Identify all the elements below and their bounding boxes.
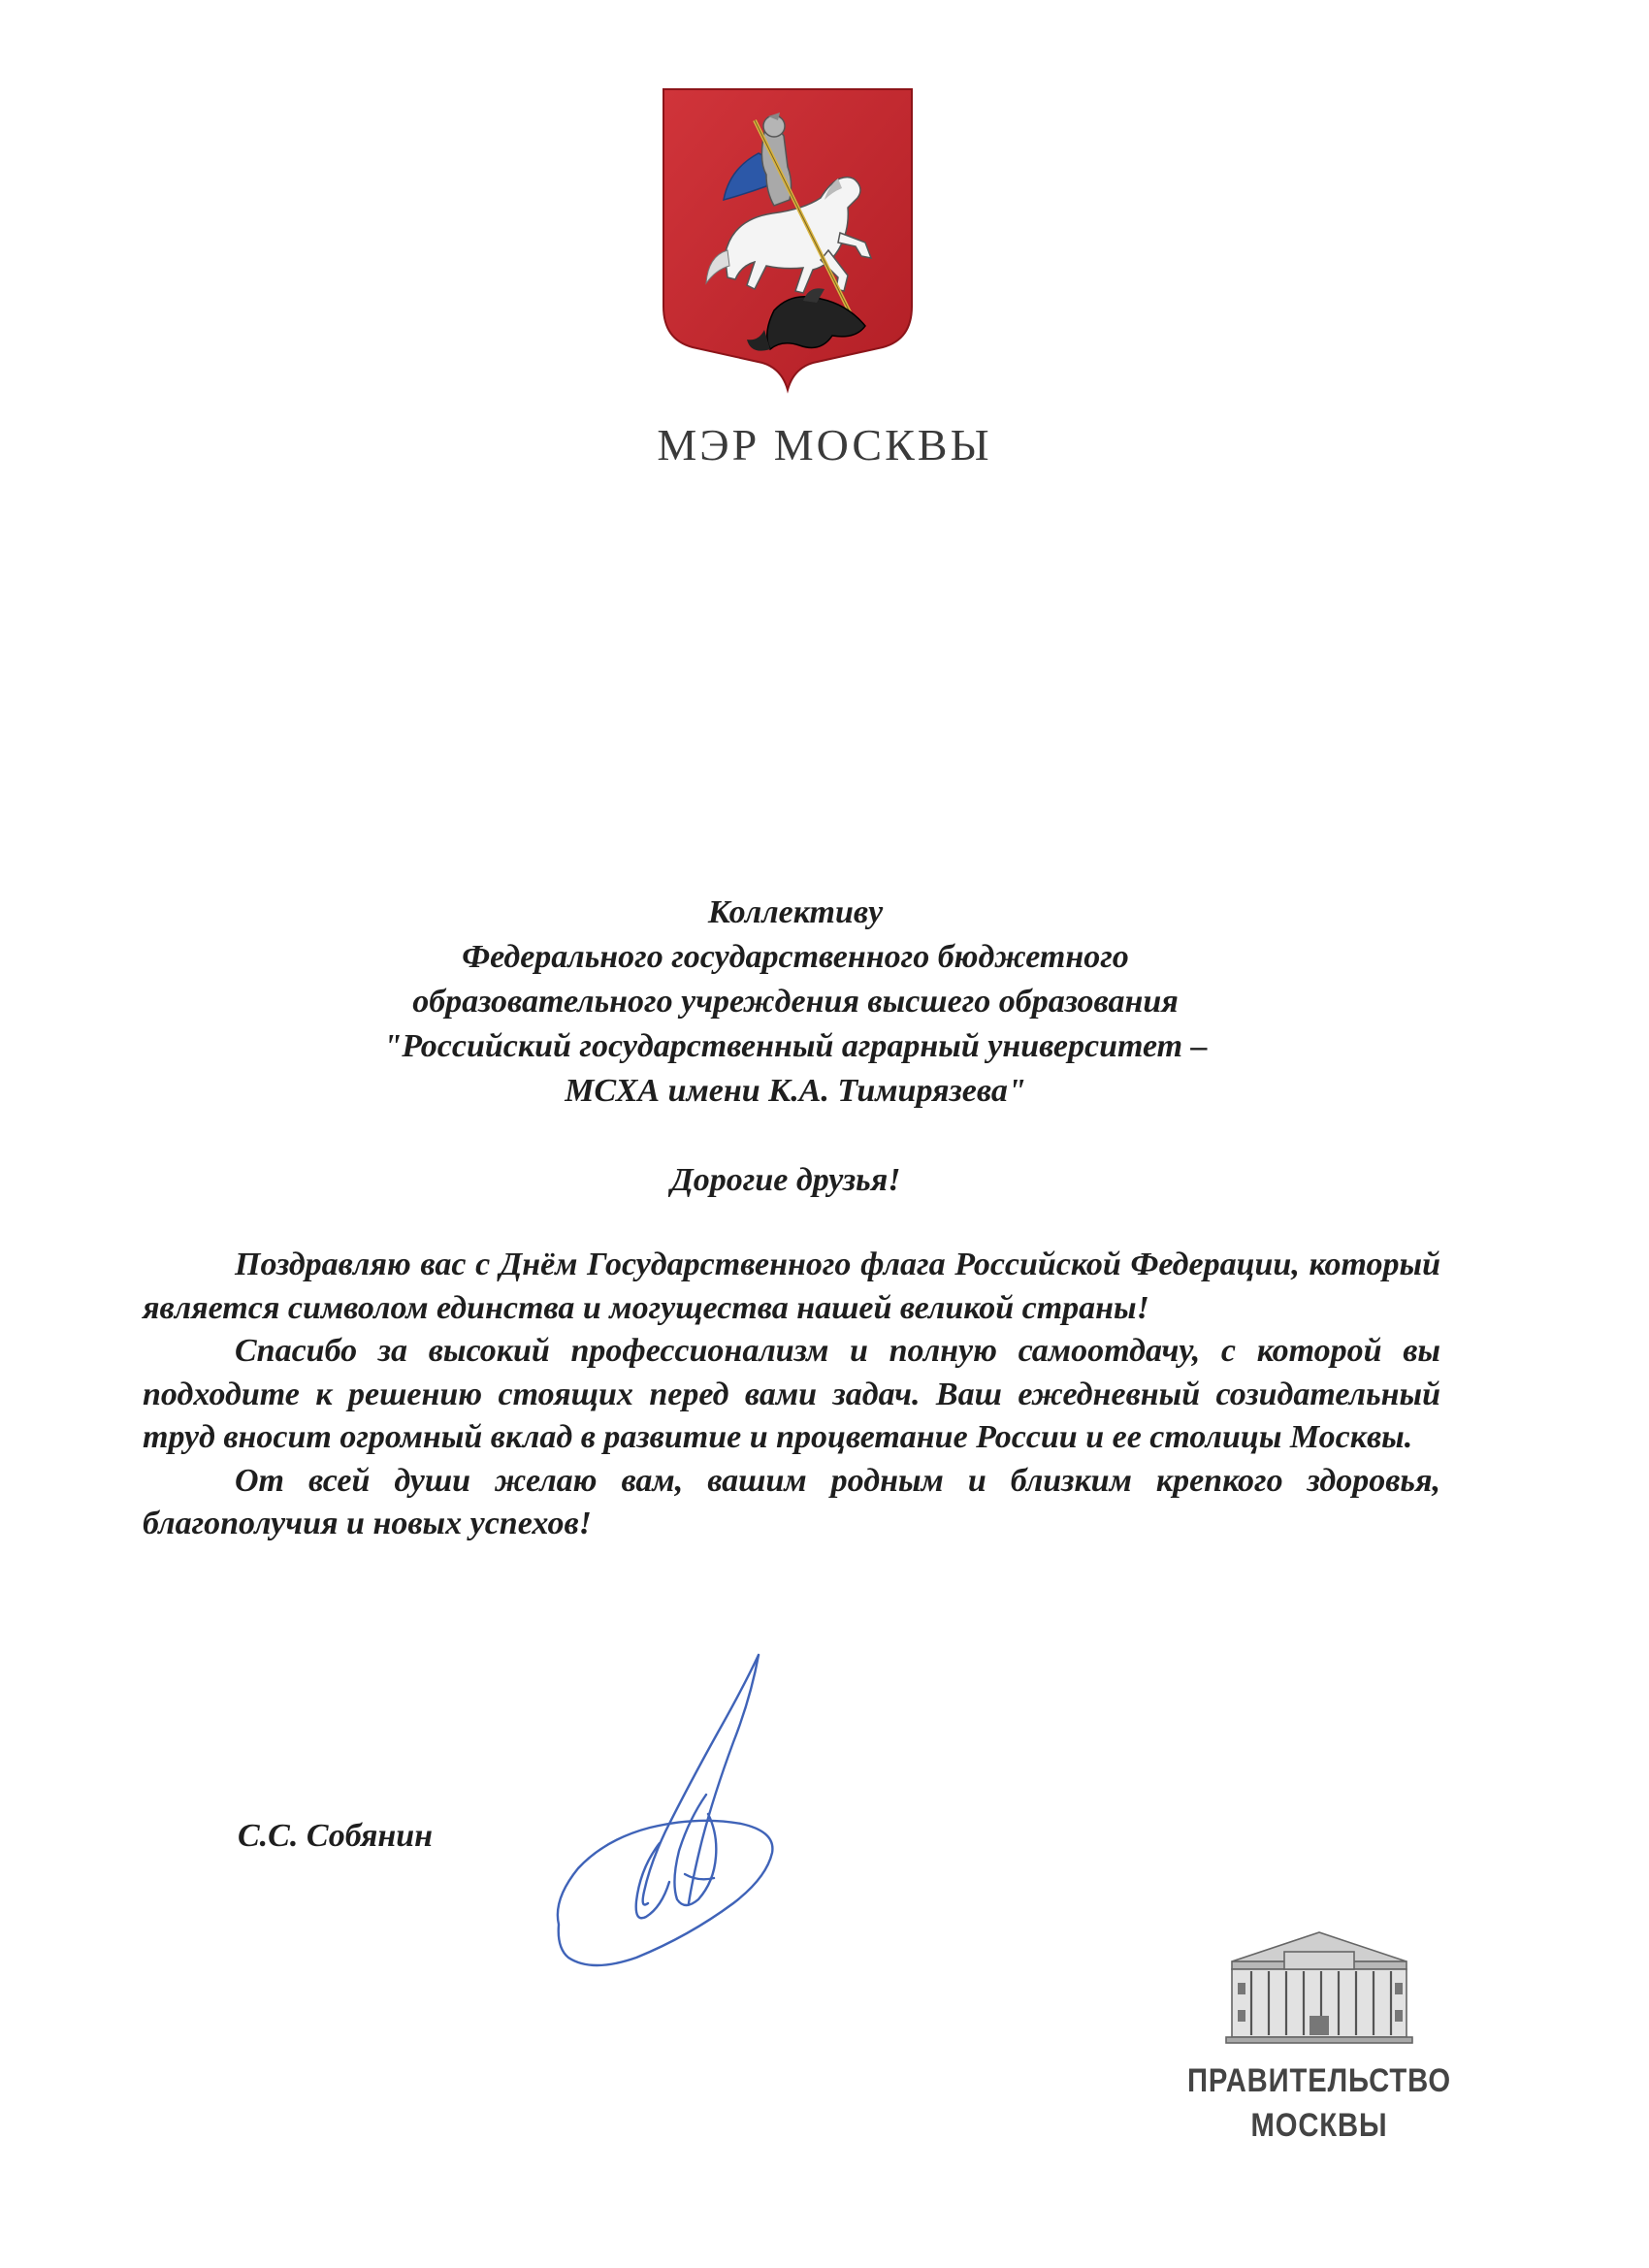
body-paragraph: От всей души желаю вам, вашим родным и близким крепкого здоровья, благополучия и новых успехов! <box>143 1462 1440 1541</box>
addressee-line: Коллективу <box>707 894 884 930</box>
addressee-line: "Российский государственный аграрный университет – <box>383 1028 1208 1064</box>
handwritten-signature-icon <box>543 1649 795 1969</box>
addressee-line: МСХА имени К.А. Тимирязева" <box>565 1073 1026 1109</box>
government-title-line1: ПРАВИТЕЛЬСТВО <box>1187 2062 1451 2099</box>
greeting: Дорогие друзья! <box>670 1162 901 1198</box>
government-title-line2: МОСКВЫ <box>1250 2107 1388 2144</box>
body-paragraph: Поздравляю вас с Днём Государственного флага Российской Федерации, который является символом единства и могущества нашей великой страны! <box>143 1247 1440 1326</box>
addressee-block <box>252 891 1339 1114</box>
mayor-title: МЭР МОСКВЫ <box>657 420 992 470</box>
moscow-coat-of-arms-icon <box>658 85 918 394</box>
government-building-icon <box>1224 1923 1414 2045</box>
addressee-line: образовательного учреждения высшего образования <box>412 984 1179 1020</box>
body-paragraph: Спасибо за высокий профессионализм и полную самоотдачу, с которой вы подходите к решению стоящих перед вами задач. Ваш ежедневный созидательный труд вносит огромный вклад в развитие и процветание России и ее столицы Москвы. <box>143 1333 1440 1455</box>
government-title <box>1144 2058 1494 2148</box>
signer-name: С.С. Собянин <box>238 1818 434 1854</box>
addressee-line: Федерального государственного бюджетного <box>462 939 1129 975</box>
letter-body <box>143 1244 1440 1546</box>
